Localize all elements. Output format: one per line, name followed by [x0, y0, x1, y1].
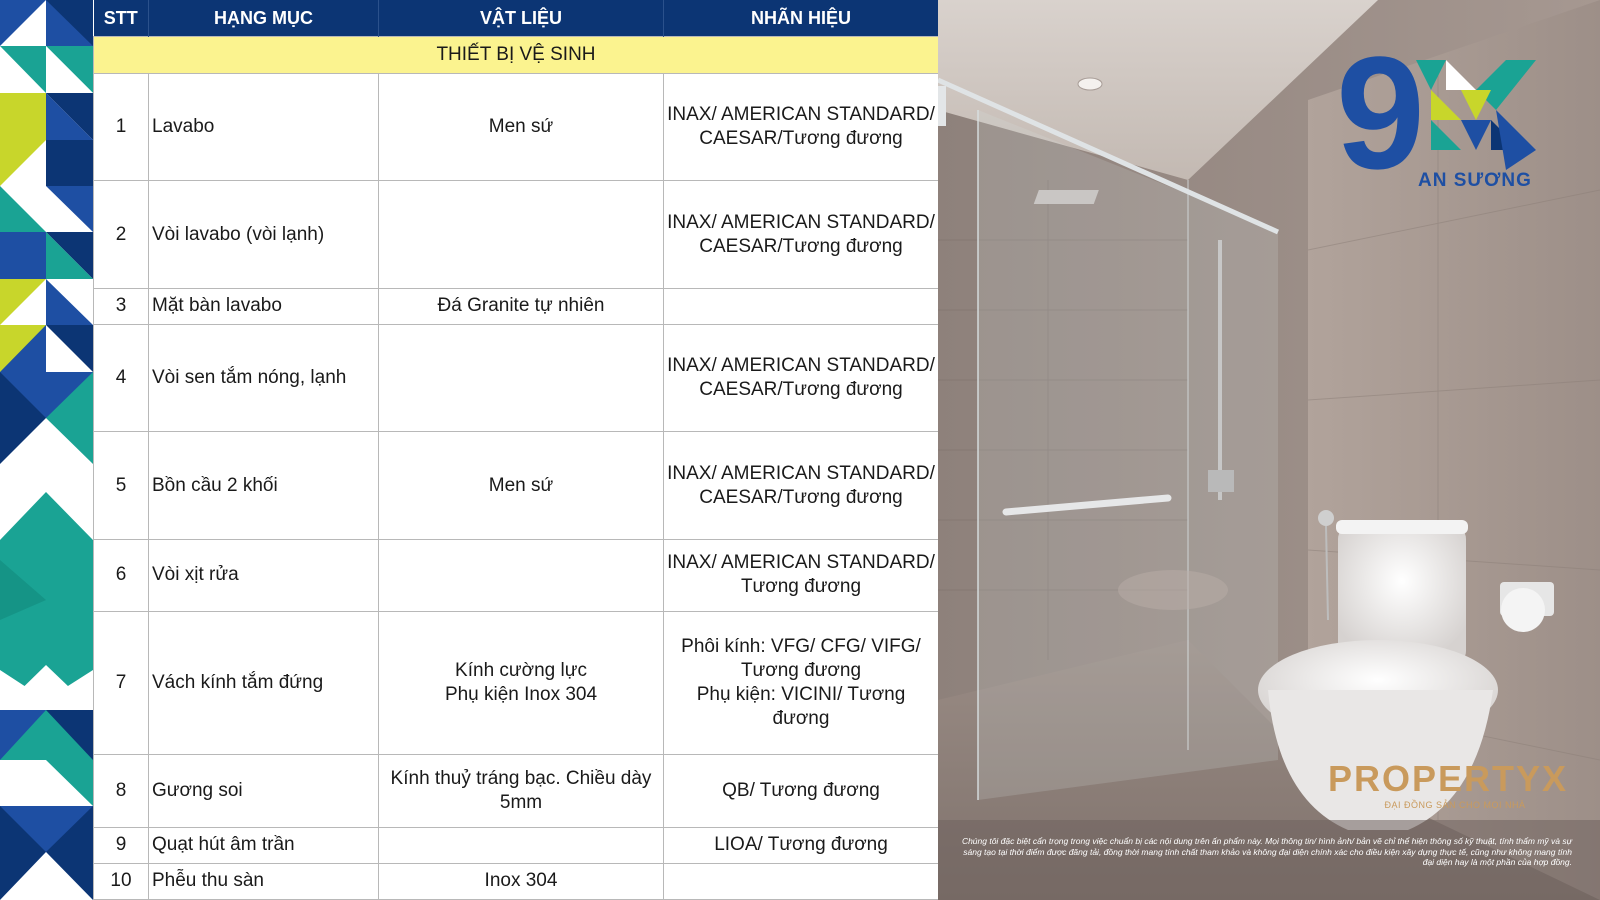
header-brand: NHÃN HIỆU — [664, 0, 939, 37]
row-material: Men sứ — [379, 74, 664, 181]
svg-text:9: 9 — [1336, 40, 1425, 200]
row-stt: 6 — [94, 539, 149, 611]
row-material — [379, 181, 664, 288]
row-item: Vòi xịt rửa — [149, 539, 379, 611]
row-stt: 1 — [94, 74, 149, 181]
row-item: Vòi lavabo (vòi lạnh) — [149, 181, 379, 288]
table-row — [94, 611, 939, 754]
decorative-strip — [0, 0, 93, 900]
table-row — [94, 181, 939, 288]
row-material: Men sứ — [379, 432, 664, 539]
row-material: Kính thuỷ tráng bạc. Chiều dày 5mm — [379, 755, 664, 827]
row-item: Phễu thu sàn — [149, 863, 379, 899]
row-brand: LIOA/ Tương đương — [664, 827, 939, 863]
row-item: Bồn cầu 2 khối — [149, 432, 379, 539]
row-stt: 7 — [94, 611, 149, 754]
geometric-pattern — [0, 0, 93, 900]
row-material: Inox 304 — [379, 863, 664, 899]
row-item: Gương soi — [149, 755, 379, 827]
row-material — [379, 324, 664, 431]
row-brand — [664, 288, 939, 324]
table-row — [94, 74, 939, 181]
table-row — [94, 432, 939, 539]
row-stt: 4 — [94, 324, 149, 431]
row-material: Kính cường lực Phụ kiện Inox 304 — [379, 611, 664, 754]
row-item: Vòi sen tắm nóng, lạnh — [149, 324, 379, 431]
row-brand: INAX/ AMERICAN STANDARD/ CAESAR/Tương đương — [664, 74, 939, 181]
row-item: Vách kính tắm đứng — [149, 611, 379, 754]
row-item: Lavabo — [149, 74, 379, 181]
propertyx-tagline: ĐẠI ĐỒNG SẢN CHO MỌI NHÀ — [1384, 800, 1526, 810]
table-row — [94, 755, 939, 827]
row-stt: 5 — [94, 432, 149, 539]
spec-table — [93, 0, 939, 900]
table-row — [94, 863, 939, 899]
disclaimer-text: Chúng tôi đặc biệt cẩn trọng trong việc chuẩn bị các nội dung trên ấn phẩm này. Mọi thông tin/ hình ảnh/ bản vẽ chỉ thể hiện thông số kỹ thuật, tính thẩm mỹ và sự sáng tạo tại thời điểm được đăng tải, đồng thời mang tính chất tham khảo và không đại diện chính xác cho điều kiện xây dựng thực tế, cũng như không mang tính đại diện hay là một phần của hợp đồng. — [961, 836, 1572, 867]
row-item: Mặt bàn lavabo — [149, 288, 379, 324]
row-item: Quạt hút âm trần — [149, 827, 379, 863]
row-brand: INAX/ AMERICAN STANDARD/ CAESAR/Tương đương — [664, 432, 939, 539]
header-item: HẠNG MỤC — [149, 0, 379, 37]
table-row — [94, 324, 939, 431]
section-row — [94, 37, 939, 74]
row-brand: INAX/ AMERICAN STANDARD/ CAESAR/Tương đương — [664, 181, 939, 288]
row-stt: 8 — [94, 755, 149, 827]
section-title: THIẾT BỊ VỆ SINH — [94, 37, 939, 74]
row-brand — [664, 863, 939, 899]
table-row — [94, 539, 939, 611]
row-stt: 10 — [94, 863, 149, 899]
row-brand: INAX/ AMERICAN STANDARD/ Tương đương — [664, 539, 939, 611]
table-row — [94, 827, 939, 863]
row-brand: Phôi kính: VFG/ CFG/ VIFG/ Tương đương Phụ kiện: VICINI/ Tương đương — [664, 611, 939, 754]
table-row — [94, 288, 939, 324]
propertyx-logo: PROPERTYX — [1327, 758, 1569, 799]
row-stt: 9 — [94, 827, 149, 863]
row-material — [379, 539, 664, 611]
logo-subtitle: AN SƯƠNG — [1418, 170, 1532, 191]
row-stt: 2 — [94, 181, 149, 288]
header-material: VẬT LIỆU — [379, 0, 664, 37]
row-stt: 3 — [94, 288, 149, 324]
row-brand: INAX/ AMERICAN STANDARD/ CAESAR/Tương đương — [664, 324, 939, 431]
header-stt: STT — [94, 0, 149, 37]
row-material — [379, 827, 664, 863]
row-brand: QB/ Tương đương — [664, 755, 939, 827]
row-material: Đá Granite tự nhiên — [379, 288, 664, 324]
table-header-row — [94, 0, 939, 37]
